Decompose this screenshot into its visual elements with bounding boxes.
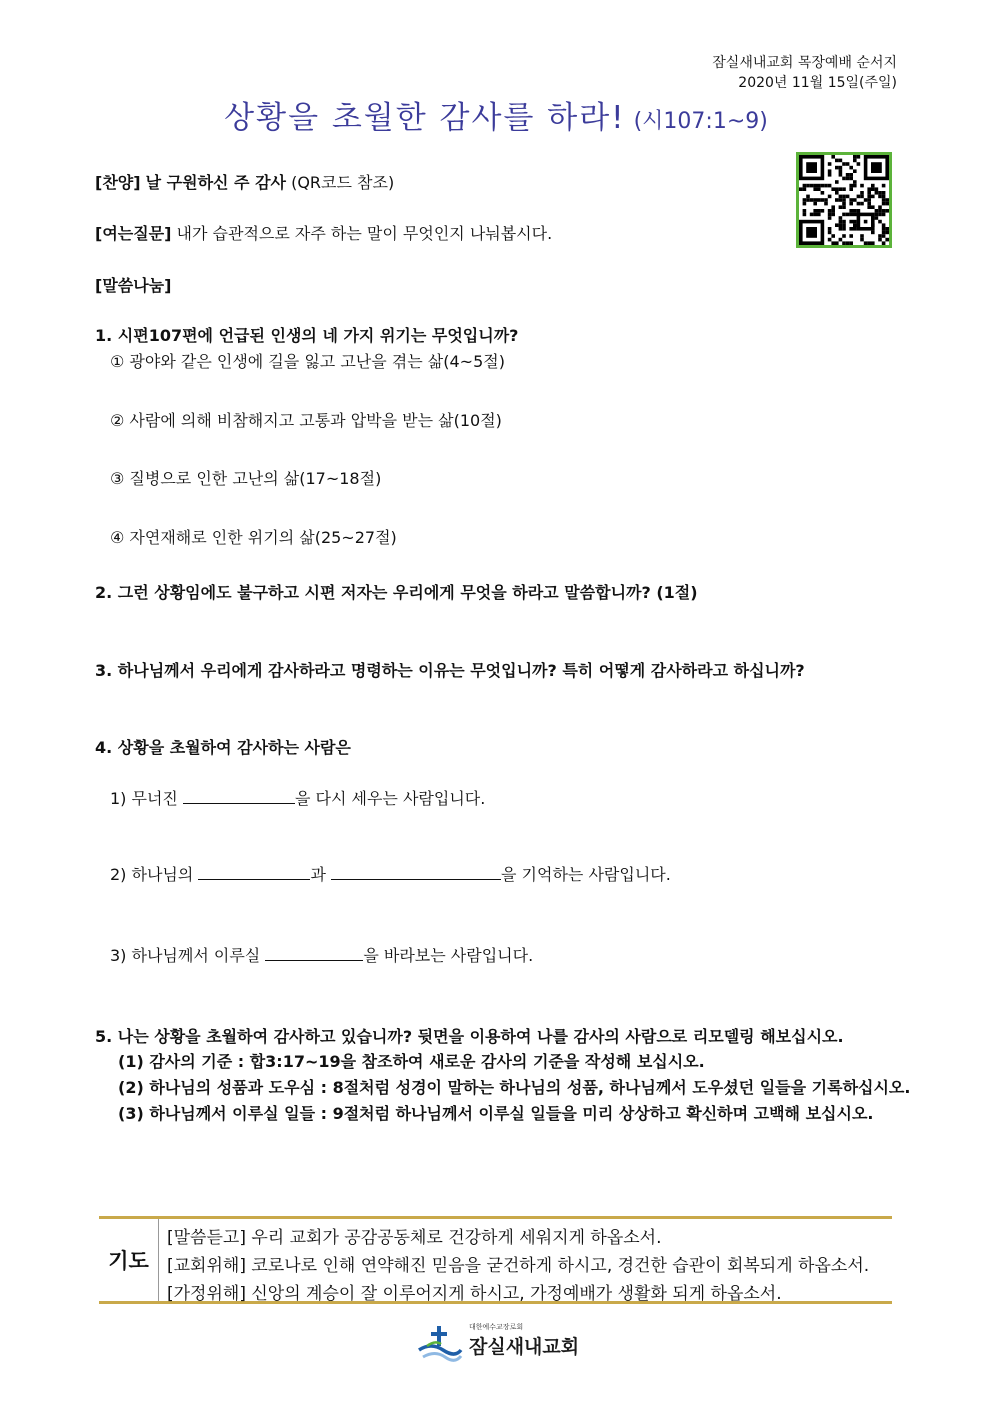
q1-answer-1: ① 광야와 같은 인생에 길을 잃고 고난을 겪는 삶(4~5절): [110, 352, 505, 371]
question-5: 5. 나는 상황을 초월하여 감사하고 있습니까? 뒷면을 이용하여 나를 감사의 사람으로 리모델링 해보십시오.: [95, 1027, 844, 1046]
question-3: 3. 하나님께서 우리에게 감사하라고 명령하는 이유는 무엇입니까? 특히 어떻게 감사하라고 하십니까?: [95, 661, 805, 680]
sermon-title: [0, 92, 992, 137]
service-date: 2020년 11월 15일(주일): [738, 75, 897, 91]
q4-item-2-after: 을 기억하는 사람입니다.: [501, 865, 671, 884]
question-2: 2. 그런 상황임에도 불구하고 시편 저자는 우리에게 무엇을 하라고 말씀합니까? (1절): [95, 583, 698, 602]
qr-code: [796, 152, 892, 248]
qr-code-pattern: [799, 155, 889, 245]
q4-item-3-after: 을 바라보는 사람입니다.: [363, 946, 534, 965]
opening-question: [95, 221, 552, 244]
hymn-note: (QR코드 참조): [291, 173, 395, 192]
prayer-line-2: [교회위해] 코로나로 인해 연약해진 믿음을 굳건하게 하시고, 경건한 습관이 회복되게 하옵소서.: [167, 1256, 870, 1276]
q4-item-2: [110, 862, 671, 885]
q4-item-1-before: 1) 무너진: [110, 789, 178, 808]
opening-question-text: 내가 습관적으로 자주 하는 말이 무엇인지 나눠봅시다.: [176, 224, 553, 243]
fill-in-blank: [183, 791, 295, 804]
scripture-reference: (시107:1~9): [633, 109, 768, 134]
q1-answer-4: ④ 자연재해로 인한 위기의 삶(25~27절): [110, 528, 397, 547]
question-1: 1. 시편107편에 언급된 인생의 네 가지 위기는 무엇입니까?: [95, 326, 519, 345]
q4-item-2-middle: 과: [310, 865, 326, 884]
sharing-label: [95, 273, 171, 296]
q5-sub-3: (3) 하나님께서 이루실 일들 : 9절처럼 하나님께서 이루실 일들을 미리 상상하고 확신하며 고백해 보십시오.: [118, 1104, 874, 1123]
church-service-label: 잠실새내교회 목장예배 순서지: [712, 55, 897, 71]
church-logo: [417, 1322, 587, 1366]
q5-sub-1: (1) 감사의 기준 : 합3:17~19을 참조하여 새로운 감사의 기준을 작성해 보십시오.: [118, 1052, 705, 1071]
sharing-label-text: [말씀나눔]: [95, 276, 172, 295]
q4-item-2-before: 2) 하나님의: [110, 865, 194, 884]
prayer-label: 기도: [99, 1219, 159, 1301]
fill-in-blank: [265, 948, 363, 961]
q1-answer-2: ② 사람에 의해 비참해지고 고통과 압박을 받는 삶(10절): [110, 411, 502, 430]
fill-in-blank: [331, 867, 501, 880]
question-4: 4. 상황을 초월하여 감사하는 사람은: [95, 738, 351, 757]
prayer-line-3: [가정위해] 신앙의 계승이 잘 이루어지게 하시고, 가정예배가 생활화 되게 하옵소서.: [167, 1284, 782, 1304]
fill-in-blank: [198, 867, 310, 880]
q1-answer-3: ③ 질병으로 인한 고난의 삶(17~18절): [110, 469, 382, 488]
q4-item-1-after: 을 다시 세우는 사람입니다.: [294, 789, 486, 808]
hymn-line: [95, 170, 394, 193]
hymn-song: 날 구원하신 주 감사: [145, 173, 286, 192]
q4-item-1: [110, 786, 485, 809]
hymn-label: [찬양]: [95, 173, 141, 192]
logo-church-name: 잠실새내교회: [469, 1336, 580, 1358]
sermon-title-main: 상황을 초월한 감사를 하라!: [224, 100, 626, 136]
church-logo-icon: [417, 1324, 463, 1364]
prayer-box: [99, 1216, 892, 1304]
prayer-line-1: [말씀듣고] 우리 교회가 공감공동체로 건강하게 세워지게 하옵소서.: [167, 1228, 662, 1248]
opening-question-label: [여는질문]: [95, 224, 172, 243]
q4-item-3-before: 3) 하나님께서 이루실: [110, 946, 261, 965]
logo-denomination: 대한예수교장로회: [469, 1323, 524, 1331]
q5-sub-2: (2) 하나님의 성품과 도우심 : 8절처럼 성경이 말하는 하나님의 성품, 하나님께서 도우셨던 일들을 기록하십시오.: [118, 1078, 911, 1097]
q4-item-3: [110, 943, 533, 966]
